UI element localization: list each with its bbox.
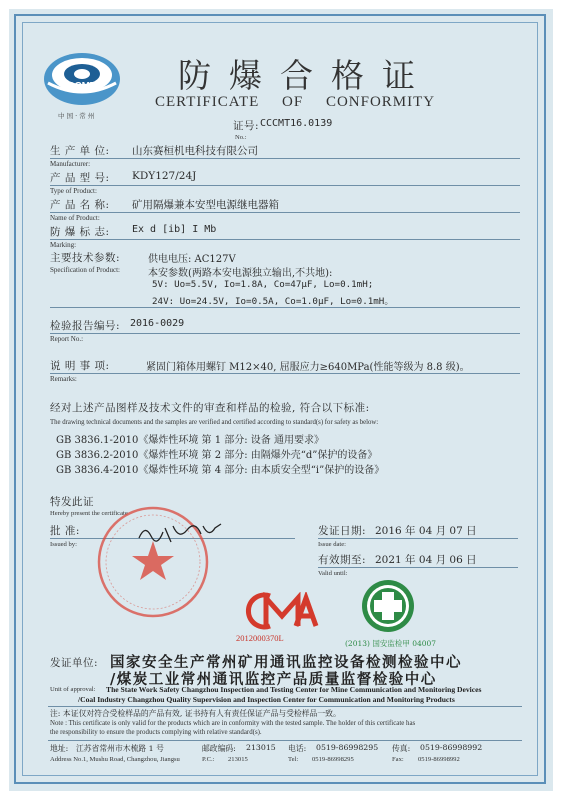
- safety-cross-icon: [360, 578, 416, 634]
- manufacturer-rule: [50, 158, 520, 159]
- spec-line2: 本安参数(两路本安电源独立输出,不共地):: [148, 268, 333, 279]
- special-cn: 特发此证: [50, 496, 94, 508]
- valid-value: 2021 年 04 月 06 日: [375, 554, 477, 566]
- cccmt-logo: [40, 45, 124, 125]
- address-label: 地址:: [50, 744, 69, 753]
- cma-number: 2012000370L: [236, 633, 284, 643]
- cma-icon: [244, 592, 320, 630]
- unit-label: 发证单位:: [50, 657, 99, 669]
- postcode-en-value: 213015: [228, 756, 248, 763]
- unit-line2: /煤炭工业常州通讯监控产品质量监督检验中心: [110, 671, 437, 688]
- marking-rule: [50, 239, 520, 240]
- tel-en-label: Tel:: [288, 756, 299, 763]
- name-label: 产 品 名 称:: [50, 199, 110, 211]
- cma-mark: [244, 592, 320, 630]
- remarks-en: Remarks:: [50, 375, 77, 383]
- type-en: Type of Product:: [50, 187, 97, 195]
- fax-en-value: 0519-86998992: [418, 756, 460, 763]
- marking-value: Ex d [ib] I Mb: [132, 224, 217, 235]
- cert-no-en: No.:: [235, 134, 247, 141]
- address-en: Address No.1, Mushu Road, Changzhou, Jiangsu: [50, 756, 180, 763]
- logo-abbr: CCCMT: [60, 81, 97, 92]
- postcode-value: 213015: [246, 743, 276, 752]
- fax-value: 0519-86998992: [420, 743, 483, 752]
- spec-line1: 供电电压: AC127V: [148, 254, 236, 265]
- manufacturer-label: 生 产 单 位:: [50, 145, 110, 157]
- valid-rule: [318, 567, 518, 568]
- unit-line1: 国家安全生产常州矿用通讯监控设备检测检验中心: [110, 654, 462, 671]
- date-en: Issue date:: [318, 541, 347, 548]
- unit-en1: The State Work Safety Changzhou Inspection and Testing Center for Mine Communication and Monitoring Devices: [106, 685, 482, 694]
- cert-no-value: CCCMT16.0139: [260, 118, 333, 129]
- standards-intro-cn: 经对上述产品图样及技术文件的审查和样品的检验, 符合以下标准:: [50, 402, 370, 414]
- safety-mark: [360, 578, 416, 634]
- postcode-label: 邮政编码:: [202, 744, 236, 753]
- valid-en: Valid until:: [318, 570, 348, 577]
- signature-icon: [135, 518, 225, 548]
- marking-label: 防 爆 标 志:: [50, 226, 110, 238]
- report-value: 2016-0029: [130, 318, 185, 329]
- type-rule: [50, 185, 520, 186]
- spec-en: Specification of Product:: [50, 266, 120, 274]
- standard-item: GB 3836.2-2010《爆炸性环境 第 2 部分: 由隔爆外壳“d”保护的设备》: [56, 450, 378, 461]
- standard-item: GB 3836.4-2010《爆炸性环境 第 4 部分: 由本质安全型“i”保护的设备》: [56, 465, 385, 476]
- signature: [135, 518, 225, 548]
- remarks-value: 紧固门箱体用螺钉 M12×40, 屈服应力≥640MPa(性能等级为 8.8 级)。: [146, 362, 470, 373]
- fax-en-label: Fax:: [392, 756, 404, 763]
- unit-en-label: Unit of approval:: [50, 686, 96, 693]
- type-label: 产 品 型 号:: [50, 172, 110, 184]
- date-label: 发证日期:: [318, 525, 367, 537]
- tel-en-value: 0519-86998295: [312, 756, 354, 763]
- safety-number: (2013) 国安监检甲 04007: [345, 639, 437, 648]
- tel-value: 0519-86998295: [316, 743, 379, 752]
- note-en1: Note : This certificate is only valid for the products which are in conformity with the tested sample. The holder of this certificate has: [50, 720, 416, 727]
- report-en: Report No.:: [50, 335, 84, 343]
- date-rule: [318, 538, 518, 539]
- logo-sub: 中 国 · 常 州: [58, 112, 95, 120]
- postcode-en-label: P.C.:: [202, 756, 215, 763]
- spec-line4: 24V: Uo=24.5V, Io=0.5A, Co=1.0μF, Lo=0.1mH。: [152, 296, 394, 307]
- approve-label: 批 准:: [50, 525, 80, 537]
- spec-line3: 5V: Uo=5.5V, Io=1.8A, Co=47μF, Lo=0.1mH;: [152, 279, 374, 290]
- standards-intro-en: The drawing technical documents and the samples are verified and certified according to standard(s) for safety as below:: [50, 419, 379, 426]
- special-en: Hereby present the certificate: [50, 510, 128, 517]
- report-rule: [50, 333, 520, 334]
- manufacturer-value: 山东赛桓机电科技有限公司: [132, 145, 258, 157]
- spec-rule: [50, 307, 520, 308]
- date-value: 2016 年 04 月 07 日: [375, 525, 477, 537]
- fax-label: 传真:: [392, 744, 411, 753]
- name-rule: [50, 212, 520, 213]
- title-cn: 防爆合格证: [178, 56, 433, 95]
- unit-rule: [48, 706, 522, 707]
- tel-label: 电话:: [288, 744, 307, 753]
- approve-en: Issued by:: [50, 541, 77, 548]
- standard-item: GB 3836.1-2010《爆炸性环境 第 1 部分: 设备 通用要求》: [56, 435, 324, 446]
- note-rule: [48, 740, 522, 741]
- note-cn: 注: 本证仅对符合受检样品的产品有效, 证书持有人有责任保证产品与受检样品一致。: [50, 709, 341, 718]
- note-en2: the responsibility to ensure the products complying with relative standard(s).: [50, 729, 262, 736]
- title-en: CERTIFICATE OF CONFORMITY: [155, 94, 436, 110]
- cert-no-label: 证号:: [233, 120, 260, 132]
- marking-en: Marking:: [50, 241, 77, 249]
- report-label: 检验报告编号:: [50, 320, 121, 332]
- type-value: KDY127/24J: [132, 170, 197, 182]
- name-value: 矿用隔爆兼本安型电源继电器箱: [132, 199, 279, 211]
- remarks-rule: [50, 373, 520, 374]
- valid-label: 有效期至:: [318, 554, 367, 566]
- spec-label: 主要技术参数:: [50, 252, 121, 264]
- name-en: Name of Product:: [50, 214, 100, 222]
- address-value: 江苏省常州市木梳路 1 号: [76, 744, 164, 753]
- unit-en2: /Coal Industry Changzhou Quality Supervision and Inspection Center for Communication and Monitoring Products: [78, 695, 455, 704]
- remarks-label: 说 明 事 项:: [50, 360, 110, 372]
- manufacturer-en: Manufacturer:: [50, 160, 91, 168]
